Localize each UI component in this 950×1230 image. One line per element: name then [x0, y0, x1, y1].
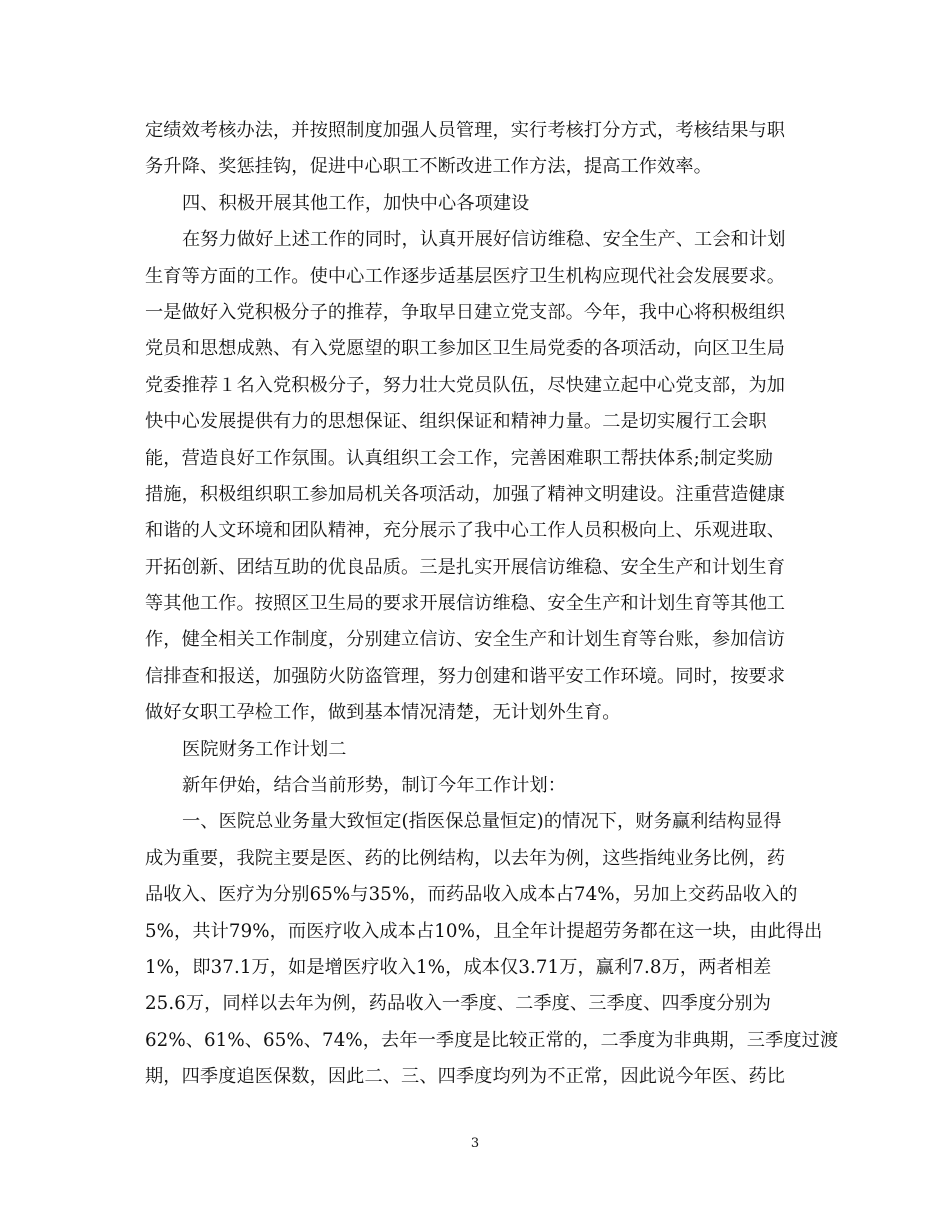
- text-line: 生育等方面的工作。使中心工作逐步适基层医疗卫生机构应现代社会发展要求。: [145, 265, 786, 287]
- text-line: 等其他工作。按照区卫生局的要求开展信访维稳、安全生产和计划生育等其他工: [145, 593, 786, 615]
- text-line: 新年伊始，结合当前形势，制订今年工作计划：: [182, 775, 567, 797]
- text-line: 能，营造良好工作氛围。认真组织工会工作，完善困难职工帮扶体系;制定奖励: [145, 447, 774, 469]
- text-line: 措施，积极组织职工参加局机关各项活动，加强了精神文明建设。注重营造健康: [145, 483, 786, 505]
- text-line: 四、积极开展其他工作，加快中心各项建设: [182, 192, 530, 214]
- text-line: 信排查和报送，加强防火防盗管理，努力创建和谐平安工作环境。同时，按要求: [145, 665, 786, 687]
- text-line: 期，四季度追医保数，因此二、三、四季度均列为不正常，因此说今年医、药比: [145, 1066, 786, 1088]
- text-line: 一是做好入党积极分子的推荐，争取早日建立党支部。今年，我中心将积极组织: [145, 301, 786, 323]
- text-line: 在努力做好上述工作的同时，认真开展好信访维稳、安全生产、工会和计划: [182, 229, 786, 251]
- text-line: 5%，共计79%，而医疗收入成本占10%，且全年计提超劳务都在这一块，由此得出: [145, 920, 823, 942]
- text-line: 务升降、奖惩挂钩，促进中心职工不断改进工作方法，提高工作效率。: [145, 156, 712, 178]
- text-line: 快中心发展提供有力的思想保证、组织保证和精神力量。二是切实履行工会职: [145, 411, 767, 433]
- document-body: [145, 113, 839, 1096]
- text-line: 和谐的人文环境和团队精神，充分展示了我中心工作人员积极向上、乐观进取、: [145, 520, 786, 542]
- page-number: 3: [470, 1136, 480, 1151]
- text-line: 党员和思想成熟、有入党愿望的职工参加区卫生局党委的各项活动，向区卫生局: [145, 338, 786, 360]
- text-line: 做好女职工孕检工作，做到基本情况清楚，无计划外生育。: [145, 702, 621, 724]
- text-line: 62%、61%、65%、74%，去年一季度是比较正常的，二季度为非典期，三季度过渡: [145, 1029, 839, 1051]
- text-line: 成为重要，我院主要是医、药的比例结构，以去年为例，这些指纯业务比例，药: [145, 847, 786, 869]
- text-line: 定绩效考核办法，并按照制度加强人员管理，实行考核打分方式，考核结果与职: [145, 120, 786, 141]
- text-line: 开拓创新、团结互助的优良品质。三是扎实开展信访维稳、安全生产和计划生育: [145, 556, 786, 578]
- text-line: 一、医院总业务量大致恒定(指医保总量恒定)的情况下，财务赢利结构显得: [182, 811, 782, 833]
- text-line: 25.6万，同样以去年为例，药品收入一季度、二季度、三季度、四季度分别为: [145, 993, 772, 1015]
- text-line: 1%，即37.1万，如是增医疗收入1%，成本仅3.71万，赢利7.8万，两者相差: [145, 956, 772, 978]
- text-line: 党委推荐１名入党积极分子，努力壮大党员队伍，尽快建立起中心党支部，为加: [145, 374, 786, 396]
- text-line: 作，健全相关工作制度，分别建立信访、安全生产和计划生育等台账，参加信访: [145, 629, 786, 651]
- text-line: 品收入、医疗为分别65%与35%，而药品收入成本占74%，另加上交药品收入的: [145, 884, 798, 906]
- text-line: 医院财务工作计划二: [182, 738, 347, 760]
